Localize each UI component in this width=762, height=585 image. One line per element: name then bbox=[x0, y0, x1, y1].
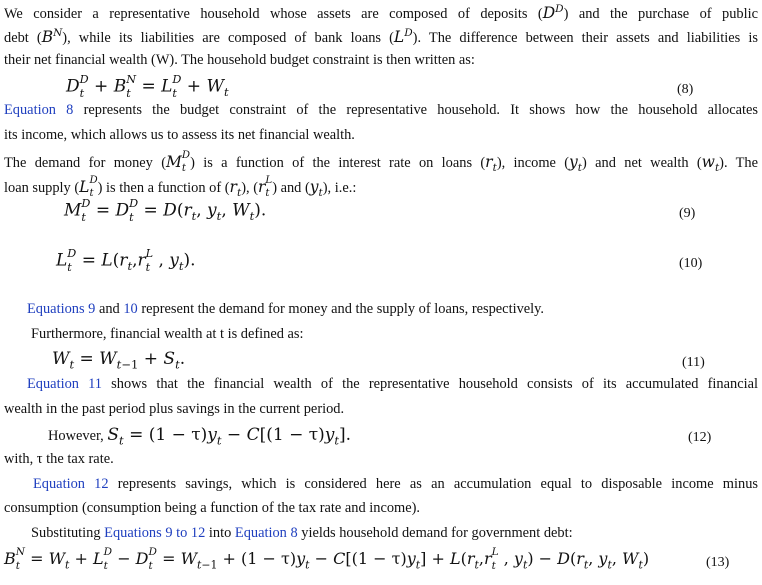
equation-13-number: (13) bbox=[706, 555, 730, 570]
equation-10: L D t = $L(r_t,r$ L t , $y_t$). bbox=[56, 247, 196, 275]
equations-9-to-12-link[interactable]: Equations 9 to 12 bbox=[104, 525, 206, 541]
equation-11-number: (11) bbox=[682, 355, 705, 370]
equation-8: D D t + B N t = L D t + $W_t$ bbox=[66, 73, 229, 101]
para8-line2: consumption (consumption being a function of the tax rate and income). bbox=[4, 500, 421, 516]
equation-8-link-2[interactable]: Equation 8 bbox=[234, 525, 298, 541]
equation-12-link[interactable]: Equation 12 bbox=[33, 476, 109, 492]
para3-line1: The demand for money (M D t ) is a function of the interest rate on loans $(r_t)$, income $(y_t)$ and net wealth $(w_t)$. The bbox=[4, 150, 759, 175]
para9: Substituting Equations 9 to 12 into Equation 8 yields household demand for government debt: bbox=[31, 525, 573, 541]
equation-9-link[interactable]: Equations 9 bbox=[27, 301, 96, 317]
para1-line2: debt $(B^N)$, while its liabilities are composed of bank loans $(L^D)$. The difference between their assets and liabilities is bbox=[4, 26, 758, 46]
equation-10-link[interactable]: 10 bbox=[123, 301, 138, 317]
para1-line1: We consider a representative household whose assets are composed of deposits $(D^D)$ and the purchase of public bbox=[4, 2, 758, 22]
para6-line2: wealth in the past period plus savings in the current period. bbox=[4, 401, 345, 417]
equation-11-link[interactable]: Equation 11 bbox=[27, 376, 102, 392]
para3-line2: loan supply (L D t ) is then a function of $(r_t)$, (r L t ) and $(y_t)$, i.e.: bbox=[4, 175, 357, 200]
para8-line1: Equation 12 represents savings, which is considered here as an accumulation equal to disposable income minus bbox=[33, 476, 758, 492]
equation-11: $W_t = W_{t-1} + S_t$. bbox=[52, 349, 186, 372]
equation-12-number: (12) bbox=[688, 430, 712, 445]
para7: with, τ the tax rate. bbox=[4, 451, 114, 467]
equation-9-number: (9) bbox=[679, 206, 696, 221]
equation-10-number: (10) bbox=[679, 256, 703, 271]
equation-8-link[interactable]: Equation 8 bbox=[4, 102, 74, 118]
para2-line1: Equation 8 represents the budget constraint of the representative household. It shows how the household allocates bbox=[4, 102, 758, 118]
para1-line3: their net financial wealth (W). The household budget constraint is then written as: bbox=[4, 52, 475, 68]
equation-9: M D t = D D t = $D(r_t$, $y_t$, $W_t$). bbox=[64, 197, 267, 225]
equation-8-number: (8) bbox=[677, 82, 694, 97]
equation-13: B N t = $W_t + L$ D t − D D t = $W_{t-1} + (1 - \tau)y_t - C[(1 - \tau)y_t] + L(r_t,r$ L t , $y_t) - D(r_t$, $y_t$, $W_t$) bbox=[4, 546, 650, 572]
para2-line2: its income, which allows us to assess its net financial wealth. bbox=[4, 127, 355, 143]
para4: Equations 9 and 10 represent the demand for money and the supply of loans, respectively. bbox=[27, 301, 545, 317]
para6-line1: Equation 11 shows that the financial wealth of the representative household consists of its accumulated financial bbox=[27, 376, 758, 392]
equation-12: However, $S_t = (1 - \tau)y_t - C[(1 - \tau)y_t]$. bbox=[48, 425, 352, 448]
para5: Furthermore, financial wealth at t is defined as: bbox=[31, 326, 304, 342]
